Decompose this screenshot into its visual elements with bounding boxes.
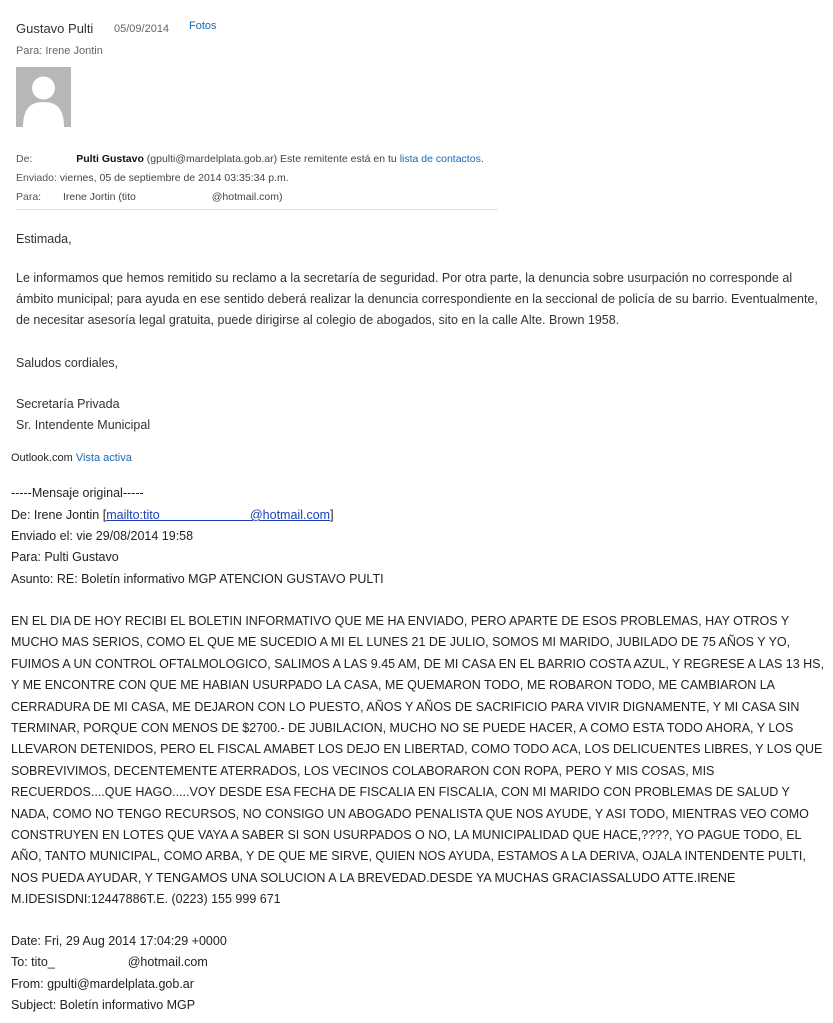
recipient-line: Para: Irene Jontin [16, 45, 103, 57]
outlook-brand: Outlook.com [11, 452, 73, 464]
original-subject: Asunto: RE: Boletín informativo MGP ATENCION GUSTAVO PULTI [11, 572, 384, 586]
signature-line-2: Sr. Intendente Municipal [16, 418, 151, 432]
original-from-suffix: ] [330, 508, 334, 522]
from-email: (gpulti@mardelplata.gob.ar) [146, 153, 278, 165]
original-mailto-link[interactable]: mailto:tito @hotmail.com [106, 508, 331, 522]
forwarded-to: To: tito_ @hotmail.com [11, 955, 208, 969]
signature-line-1: Secretaría Privada [16, 397, 120, 411]
to-value: Irene Jortin (tito @hotmail.com) [62, 191, 283, 203]
original-from-row [11, 508, 334, 522]
original-to: Para: Pulti Gustavo [11, 550, 119, 564]
details-from-row [16, 153, 484, 165]
original-separator: -----Mensaje original----- [11, 486, 144, 500]
details-divider [16, 209, 498, 210]
details-sent-row [16, 172, 289, 184]
original-body: EN EL DIA DE HOY RECIBI EL BOLETIN INFORMATIVO QUE ME HA ENVIADO, PERO APARTE DE ESOS PROBLEMAS, HAY OTROS Y MUCHO MAS SERIOS, COMO EL QUE ME SUCEDIO A MI EL LUNES 21 DE JULIO, SOMOS MI MARIDO, JUBILADO DE 75 AÑOS Y YO, FUIMOS A UN CONTROL OFTALMOLOGICO, SALIMOS A LAS 9.45 AM, DE MI CASA EN EL BARRIO COSTA AZUL, Y REGRESE A LAS 13 HS, Y ME ENCONTRE CON QUE ME HABIAN USURPADO LA CASA, ME QUEMARON TODO, ME ROBARON TODO, ME CAMBIARON LA CERRADURA DE MI CASA, ME DEJARON CON LO PUESTO, AÑOS Y AÑOS DE SACRIFICIO PARA VIVIR DIGNAMENTE, Y MI CASA SIN TERMINAR, PORQUE CON MENOS DE $2700.- DE JUBILACION, MUCHO NO SE PUEDE HACER, A COMO ESTA TODO AHORA, Y LOS LLEVARON DETENIDOS, PERO EL FISCAL AMABET LOS DEJO EN LIBERTAD, COMO TODO ACA, LOS DELICUENTES LIBRES, Y LOS QUE SOBREVIVIMOS, DECENTEMENTE ATERRADOS, LOS VECINOS COLABORARON CON ROPA, PERO Y MIS COSAS, MIS RECUERDOS....QUE HAGO.....VOY DESDE ESA FECHA DE FISCALIA EN FISCALIA, CON MI MARIDO CON PROBLEMAS DE SALUD Y NADA, COMO NO TENGO RECURSOS, NO CONSIGO UN ABOGADO PENALISTA QUE NOS AYUDE, Y ASI TODO, MIENTRAS VEO COMO CONSTRUYEN EN LOTES QUE VAYA A SABER SI SON USURPADOS O NO, LA MUNICIPALIDAD QUE HACE,????, YO PAGUE TODO, EL AÑO, TANTO MUNICIPAL, COMO ARBA, Y DE QUE ME SIRVE, QUIEN NOS AYUDA, ESTAMOS A LA DERIVA, OJALA INTENDENTE PULTI, NOS PUEDA AYUDAR, Y TENGAMOS UNA SOLUCION A LA BREVEDAD.DESDE YA MUCHAS GRACIASSALUDO ATTE.IRENE M.IDESISDNI:12447886T.E. (0223) 155 999 671 [11, 614, 824, 907]
forwarded-subject: Subject: Boletín informativo MGP [11, 998, 196, 1012]
sender-name: Gustavo Pulti [16, 21, 94, 36]
greeting: Estimada, [16, 232, 72, 246]
forwarded-date: Date: Fri, 29 Aug 2014 17:04:29 +0000 [11, 934, 227, 948]
outlook-footer [11, 452, 132, 464]
sent-label: Enviado: [16, 172, 57, 184]
original-sent: Enviado el: vie 29/08/2014 19:58 [11, 529, 194, 543]
message-date: 05/09/2014 [114, 23, 170, 35]
avatar[interactable] [16, 67, 71, 127]
to-label: Para: [16, 191, 42, 203]
contacts-period: . [480, 153, 484, 165]
message-paragraph: Le informamos que hemos remitido su reclamo a la secretaría de seguridad. Por otra parte, la denuncia sobre usurpación no corresponde al ámbito municipal; para ayuda en ese sentido deberá realizar la denuncia correspondiente en la seccional de policía de su barrio. Eventualmente, de necesitar asesoría legal gratuita, puede dirigirse al colegio de abogados, sito en la calle Alte. Brown 1958. [16, 271, 818, 327]
closing: Saludos cordiales, [16, 356, 119, 370]
fotos-link[interactable]: Fotos [189, 20, 217, 32]
forwarded-from: From: gpulti@mardelplata.gob.ar [11, 977, 194, 991]
contacts-list-link[interactable]: lista de contactos [399, 153, 481, 165]
from-label: De: [16, 153, 33, 165]
from-name: Pulti Gustavo [76, 153, 144, 165]
contact-note: Este remitente está en tu [280, 153, 397, 165]
sent-value: viernes, 05 de septiembre de 2014 03:35:34 p.m. [59, 172, 289, 184]
details-to-row [16, 191, 283, 203]
vista-activa-link[interactable]: Vista activa [75, 452, 132, 464]
original-from-prefix: De: Irene Jontin [ [11, 508, 107, 522]
user-silhouette-icon [16, 67, 71, 127]
